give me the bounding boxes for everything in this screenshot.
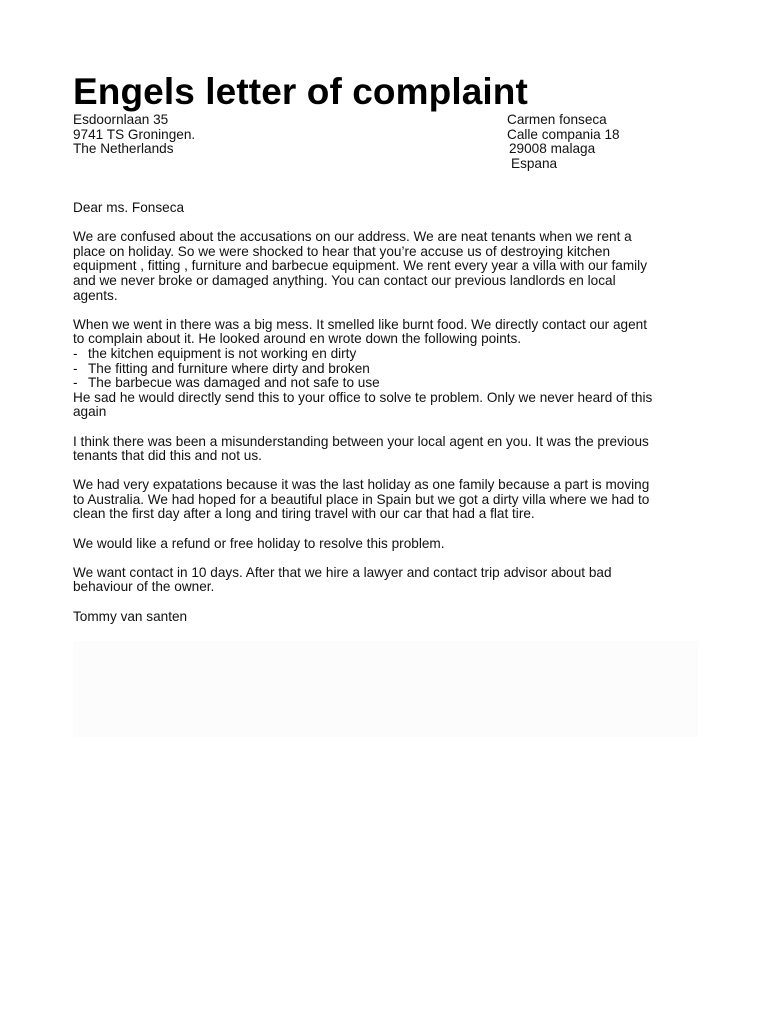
paragraph-6 bbox=[73, 566, 698, 595]
paragraph-line: to Australia. We had hoped for a beautiful place in Spain but we got a dirty villa where we had to bbox=[73, 491, 650, 507]
sender-address bbox=[73, 113, 195, 157]
recipient-address-line: Carmen fonseca bbox=[507, 112, 607, 127]
paragraph-line: clean the first day after a long and tiring travel with our car that had a flat tire. bbox=[73, 506, 535, 522]
paragraph-line: agents. bbox=[73, 287, 118, 303]
paragraph-line: We want contact in 10 days. After that we hire a lawyer and contact trip advisor about bad bbox=[73, 564, 612, 580]
paragraph-line: behaviour of the owner. bbox=[73, 579, 215, 595]
document-title: Engels letter of complaint bbox=[73, 71, 528, 112]
signature bbox=[73, 610, 698, 625]
paragraph-line: When we went in there was a big mess. It smelled like burnt food. We directly contact our agent bbox=[73, 316, 647, 332]
recipient-address bbox=[507, 113, 620, 171]
bullet-dash: - bbox=[73, 360, 78, 376]
paragraph-line: tenants that did this and not us. bbox=[73, 448, 262, 464]
paragraph-5 bbox=[73, 537, 698, 552]
list-item-text: The fitting and furniture where dirty and broken bbox=[88, 360, 370, 376]
bullet-dash: - bbox=[73, 345, 78, 361]
salutation-text: Dear ms. Fonseca bbox=[73, 200, 185, 215]
sender-address-line: 9741 TS Groningen. bbox=[73, 126, 196, 142]
signature-text: Tommy van santen bbox=[73, 608, 188, 624]
sender-address-line: The Netherlands bbox=[73, 141, 174, 157]
paragraph-line: We had very expatations because it was the last holiday as one family because a part is moving bbox=[73, 477, 650, 493]
list-item bbox=[73, 347, 698, 362]
recipient-address-line: Calle compania 18 bbox=[507, 126, 620, 142]
bullet-dash: - bbox=[73, 375, 78, 391]
list-item-text: The barbecue was damaged and not safe to use bbox=[88, 375, 380, 391]
paragraph-line: to complain about it. He looked around en wrote down the following points. bbox=[73, 331, 522, 347]
recipient-address-line: Espana bbox=[511, 155, 558, 171]
paragraph-line: We would like a refund or free holiday to resolve this problem. bbox=[73, 535, 445, 551]
paragraph-line: and we never broke or damaged anything. You can contact our previous landlords en local bbox=[73, 272, 616, 288]
paragraph-2 bbox=[73, 318, 698, 420]
list-item bbox=[73, 362, 698, 377]
paragraph-line: We are confused about the accusations on our address. We are neat tenants when we rent a bbox=[73, 229, 632, 245]
paragraph-line: He sad he would directly send this to your office to solve te problem. Only we never heard of this bbox=[73, 389, 653, 405]
recipient-address-line: 29008 malaga bbox=[509, 141, 596, 157]
list-item bbox=[73, 376, 698, 391]
paragraph-1 bbox=[73, 230, 698, 303]
list-item-text: the kitchen equipment is not working en dirty bbox=[88, 345, 357, 361]
paragraph-line: I think there was been a misunderstanding between your local agent en you. It was the previous bbox=[73, 433, 649, 449]
paragraph-4 bbox=[73, 478, 698, 522]
paragraph-3 bbox=[73, 435, 698, 464]
sender-address-line: Esdoornlaan 35 bbox=[73, 112, 169, 127]
faded-text-block bbox=[73, 641, 698, 737]
paragraph-line: place on holiday. So we were shocked to hear that you’re accuse us of destroying kitchen bbox=[73, 243, 611, 259]
letter-body bbox=[73, 201, 698, 639]
paragraph-line: again bbox=[73, 404, 107, 420]
paragraph-line: equipment , fitting , furniture and barbecue equipment. We rent every year a villa with our family bbox=[73, 258, 647, 274]
salutation bbox=[73, 201, 698, 216]
